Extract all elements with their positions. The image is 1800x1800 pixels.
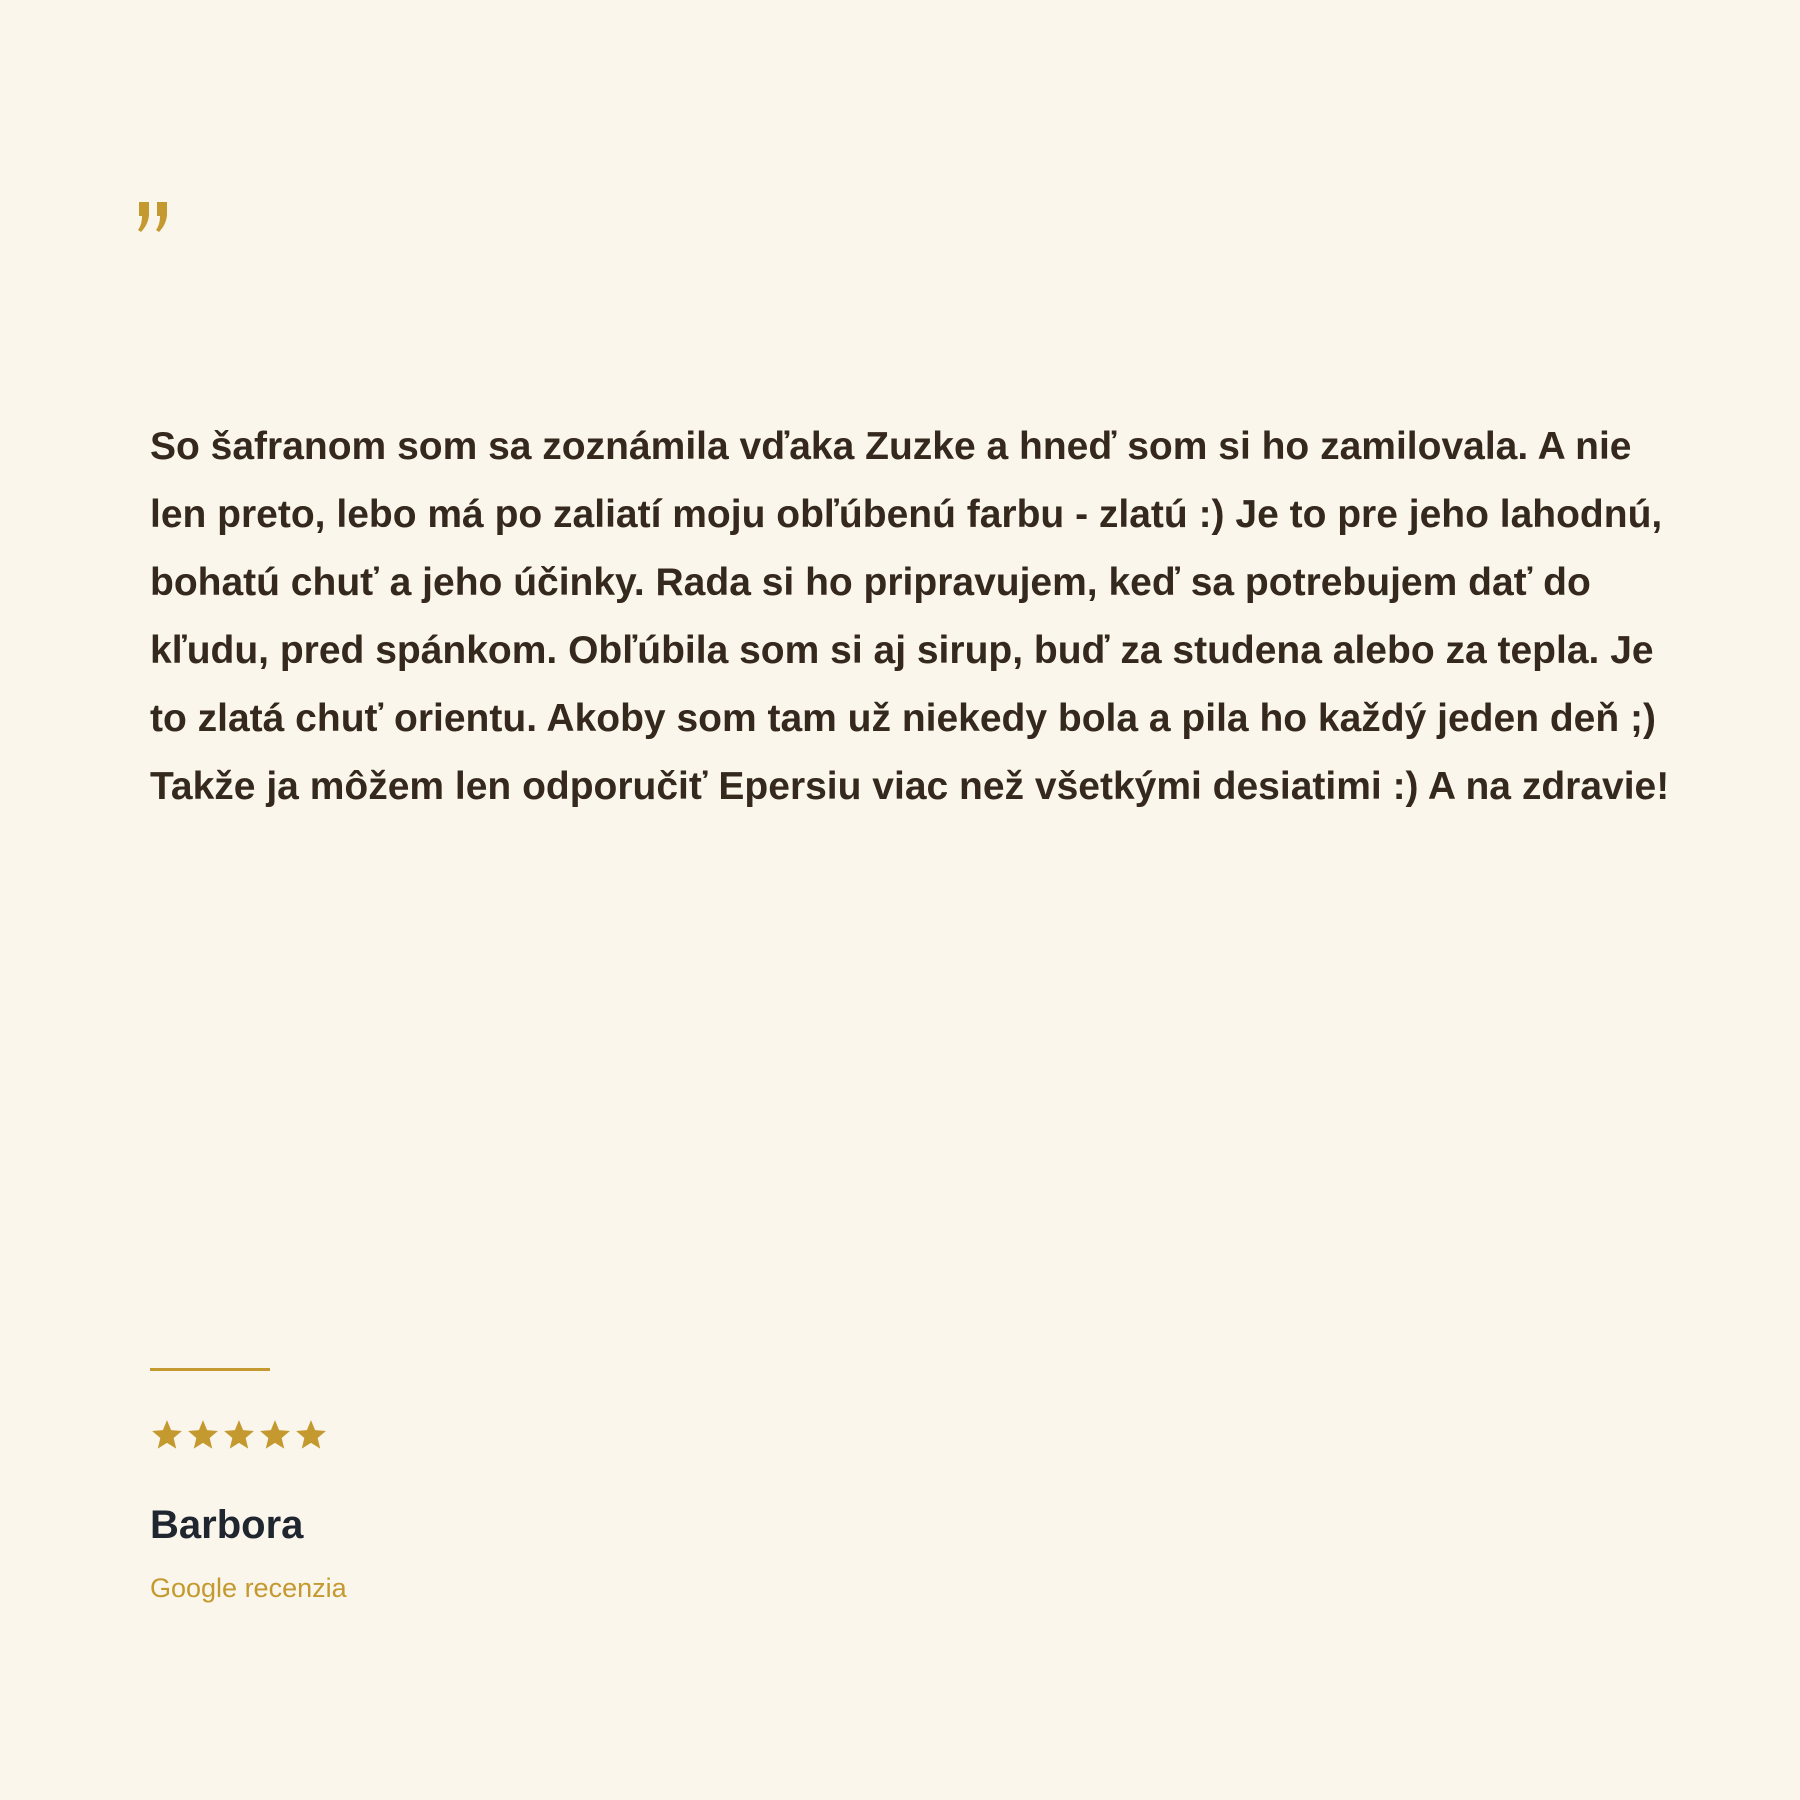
reviewer-name: Barbora bbox=[150, 1503, 304, 1547]
star-icon bbox=[186, 1418, 220, 1452]
star-rating bbox=[150, 1418, 328, 1452]
star-icon bbox=[294, 1418, 328, 1452]
review-source: Google recenzia bbox=[150, 1573, 347, 1603]
closing-quote-icon bbox=[136, 200, 172, 244]
star-icon bbox=[222, 1418, 256, 1452]
star-icon bbox=[150, 1418, 184, 1452]
star-icon bbox=[258, 1418, 292, 1452]
review-text: So šafranom som sa zoznámila vďaka Zuzke a hneď som si ho zamilovala. A nie len preto, lebo má po zaliatí moju obľúbenú farbu - zlatú :) Je to pre jeho lahodnú, bohatú chuť a jeho účinky. Rada si ho pripravujem, keď sa potrebujem dať do kľudu, pred spánkom. Obľúbila som si aj sirup, buď za studena alebo za tepla. Je to zlatá chuť orientu. Akoby som tam už niekedy bola a pila ho každý jeden deň ;) Takže ja môžem len odporučiť Epersiu viac než všetkými desiatimi :) A na zdravie! bbox=[150, 425, 1670, 808]
divider bbox=[150, 1368, 270, 1371]
